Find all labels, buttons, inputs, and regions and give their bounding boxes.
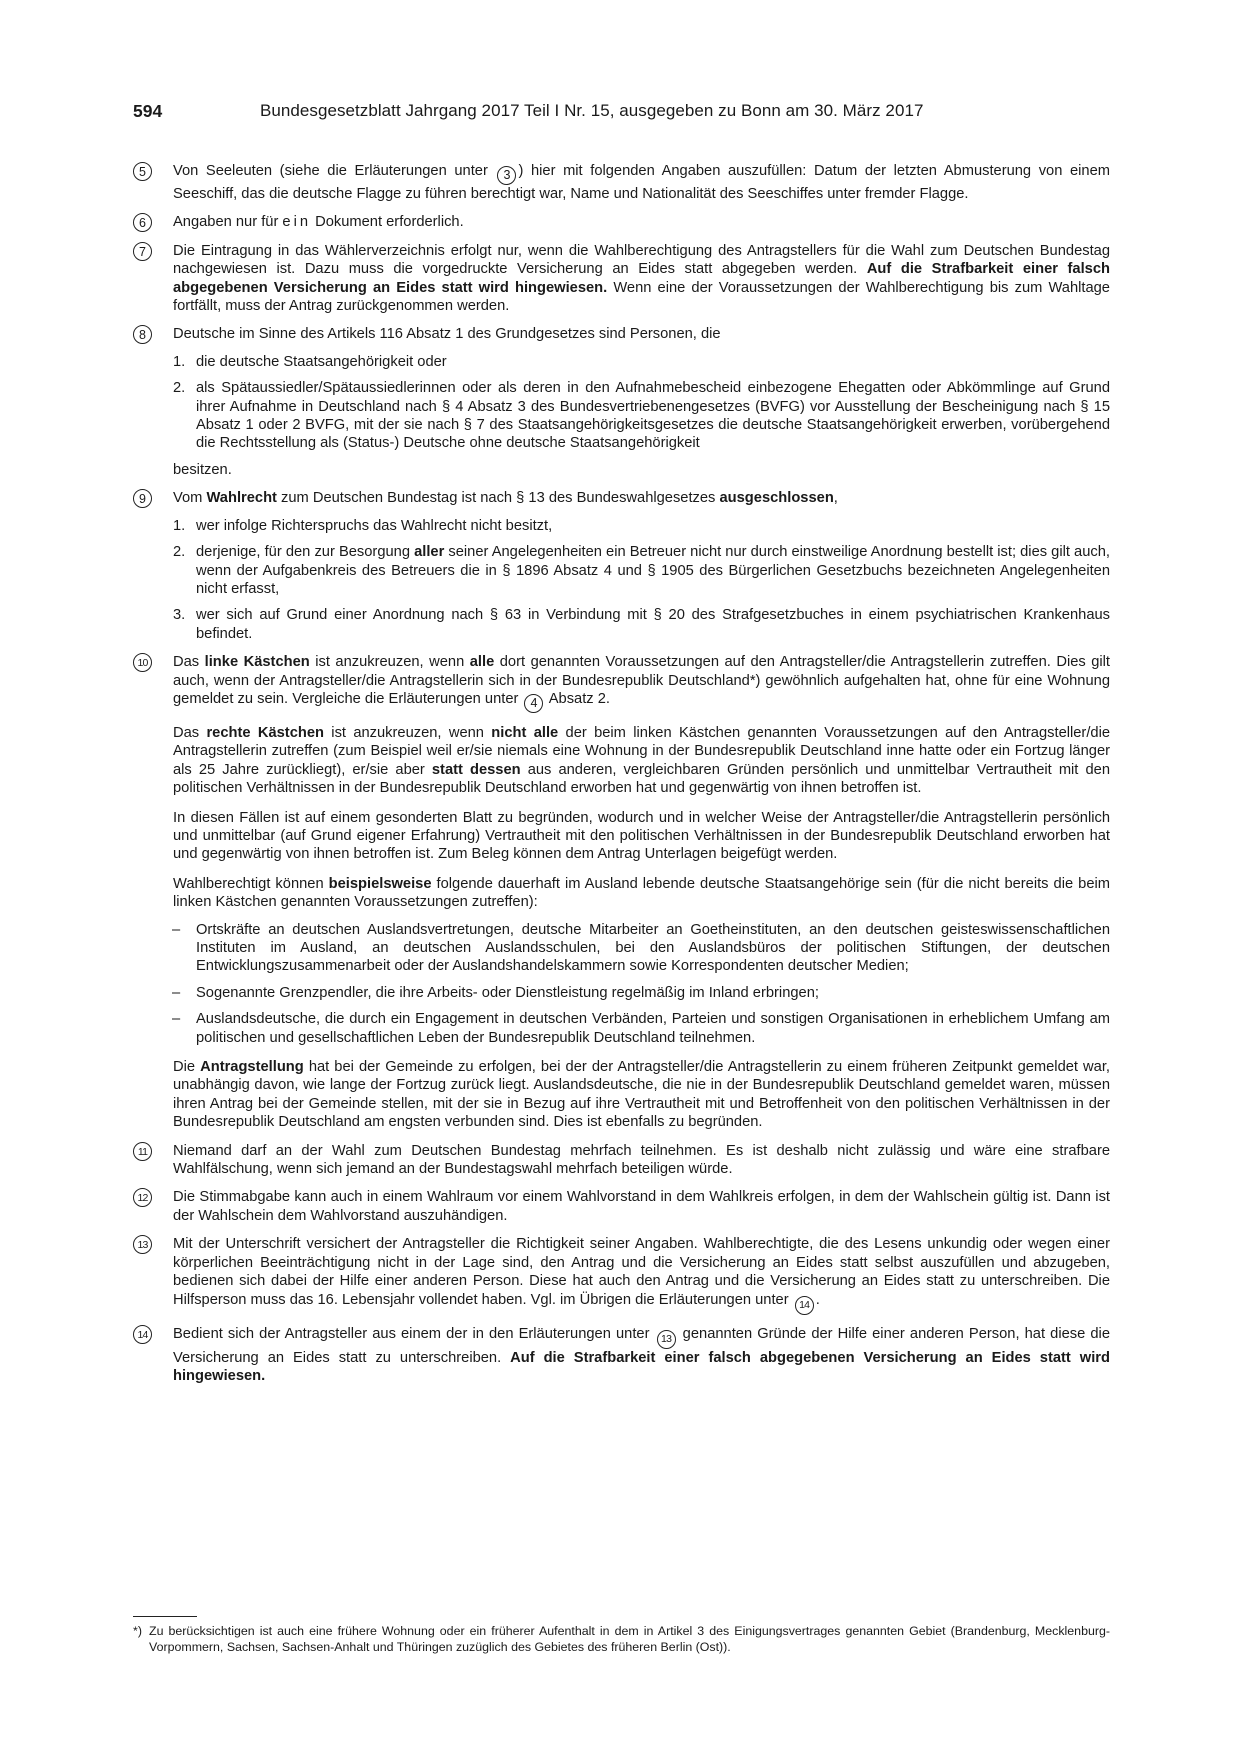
bold-term: statt dessen [431, 761, 521, 778]
header-title: Bundesgesetzblatt Jahrgang 2017 Teil I Nr. 15, ausgegeben zu Bonn am 30. März 2017 [260, 101, 924, 120]
list-item [173, 606, 1110, 643]
list-item-text: Sogenannte Grenzpendler, die ihre Arbeits- oder Dienstleistung regelmäßig im Inland erbringen; [196, 984, 819, 1001]
note-text: Wahlberechtigt können [173, 875, 329, 892]
note-text: Von Seeleuten (siehe die Erläuterungen unter [173, 163, 496, 179]
bold-term: linke Kästchen [204, 654, 310, 671]
page-header [133, 101, 1113, 125]
note-number-circle: 7 [133, 242, 152, 261]
note-text: Mit der Unterschrift versichert der Antragsteller die Richtigkeit seiner Angaben. Wahlberechtigte, die des Lesens unkundig oder wegen einer körperlichen Beeinträchtigung nicht in der Lage sind, den Antrag und die Versicherung an Eides statt selbst auszufüllen und abzugeben, bedienen sich dabei der Hilfe einer anderen Person. Diese hat auch den Antrag und die Versicherung an Eides statt zu unterschreiben. Die Hilfsperson muss das 16. Lebensjahr vollendet haben. Vgl. im Übrigen die Erläuterungen unter [173, 1236, 1110, 1308]
note-text: . [815, 1291, 820, 1308]
page-number: 594 [133, 101, 163, 121]
note-number-circle: 14 [133, 1325, 152, 1344]
list-item [173, 353, 1110, 371]
note-13 [133, 1235, 1110, 1314]
list-marker: 1. [173, 353, 186, 370]
dash-list-item [173, 1010, 1110, 1047]
list-marker: 1. [173, 517, 186, 534]
note-text: Die Stimmabgabe kann auch in einem Wahlraum vor einem Wahlvorstand in dem Wahlkreis erfolgen, in dem der Wahlschein gültig ist. Dann ist der Wahlschein dem Wahlvorstand auszuhändigen. [173, 1189, 1110, 1224]
note-text: Die Eintragung in das Wählerverzeichnis erfolgt nur, wenn die Wahlberechtigung des Antragstellers für die Wahl zum Deutschen Bundestag nachgewiesen ist. Dazu muss die vorgedruckte Versicherung an Eides statt abgegeben werden. [173, 242, 1110, 278]
list-marker: 2. [173, 380, 186, 397]
note-text: genannten Gründe der Hilfe einer anderen Person, hat diese die Versicherung an Eides statt zu unterschreiben. [173, 1325, 1110, 1366]
note-text: Das [173, 654, 205, 671]
bold-term: ausgeschlossen [719, 490, 834, 507]
note-14 [133, 1325, 1110, 1386]
bold-term: beispielsweise [328, 875, 432, 892]
note-10 [133, 653, 1110, 1132]
note-text: folgende dauerhaft im Ausland lebende deutsche Staatsangehörige sein (für die nicht bereits die beim linken Kästchen genannten Voraussetzungen zutreffen): [173, 875, 1110, 911]
list-item-text: die deutsche Staatsangehörigkeit oder [196, 353, 447, 370]
note-number-circle: 13 [133, 1235, 152, 1254]
note-intro: Deutsche im Sinne des Artikels 116 Absatz 1 des Grundgesetzes sind Personen, die [173, 326, 721, 343]
dash-marker: – [172, 1011, 181, 1028]
reference-circle: 4 [524, 694, 543, 713]
list-item-text: Ortskräfte an deutschen Auslandsvertretungen, deutsche Mitarbeiter an Goetheinstituten, an den deutschen geisteswissenschaftlichen Instituten im Ausland, an deutschen Auslandsschulen, bei den Auslandsbüros der politischen Stiftungen, der deutschen Entwicklungszusammenarbeit oder der Auslandshandelskammern sowie Korrespondenten deutscher Medien; [196, 921, 1110, 975]
list-item-text: als Spätaussiedler/Spätaussiedlerinnen oder als deren in den Aufnahmebescheid einbezogene Ehegatten oder Abkömmlinge auf Grund ihrer Aufnahme in Deutschland nach § 4 Absatz 3 des Bundesvertriebenengesetzes (BVFG) vor Ausstellung der Bescheinigung nach § 15 Absatz 1 oder 2 BVFG, mit der sie nach § 7 des Staatsangehörigkeitsgesetzes die deutsche Staatsangehörigkeit erwerben, vorübergehend die Rechtsstellung als (Status-) Deutsche ohne deutsche Staatsangehörigkeit [196, 380, 1110, 452]
explanations [133, 162, 1110, 1395]
note-text: Angaben nur für [173, 214, 283, 231]
dash-list-item [173, 921, 1110, 976]
footnote-text: Zu berücksichtigen ist auch eine frühere Wohnung oder ein früherer Aufenthalt in dem in Artikel 3 des Einigungsvertrages genannten Gebiet (Brandenburg, Mecklenburg-Vorpommern, Sachsen, Sachsen-Anhalt und Thüringen zuzüglich des Gebietes des früheren Berlin (Ost)). [149, 1624, 1110, 1654]
list-item-text: wer sich auf Grund einer Anordnung nach § 63 in Verbindung mit § 20 des Strafgesetzbuches in einem psychiatrischen Krankenhaus befindet. [196, 607, 1110, 642]
dash-marker: – [172, 921, 181, 938]
note-number-circle: 12 [133, 1188, 152, 1207]
paragraph [173, 875, 1110, 912]
note-text: dort genannten Voraussetzungen auf den Antragsteller/die Antragstellerin zutreffen. Dies gilt auch, wenn der Antragsteller/die Antragstellerin sich in der Bundesrepublik Deutschland*) gewöhnlich aufgehalten hat, ohne für eine Wohnung gemeldet zu sein. Vergleiche die Erläuterungen unter [173, 654, 1110, 707]
bold-term: Wahlrecht [206, 490, 277, 507]
list-item [173, 517, 1110, 535]
paragraph: In diesen Fällen ist auf einem gesonderten Blatt zu begründen, wodurch und in welcher Weise der Antragsteller/die Antragstellerin persönlich und unmittelbar (auf Grund eigener Erfahrung) Vertrautheit mit den politischen Verhältnissen in der Bundesrepublik Deutschland erworben hat und gegenwärtig von ihnen betroffen ist. Zum Beleg können dem Antrag Unterlagen beigefügt werden. [173, 809, 1110, 863]
note-text: hat bei der Gemeinde zu erfolgen, bei der der Antragsteller/die Antragstellerin zu einem früheren Zeitpunkt gemeldet war, unabhängig davon, wie lange der Fortzug zurück liegt. Auslandsdeutsche, die nie in der Bundesrepublik Deutschland gemeldet waren, müssen ihren Antrag bei der Gemeinde stellen, mit der sie in Bezug auf ihre Vertrautheit mit und Betroffenheit von den politischen Verhältnissen in der Bundesrepublik Deutschland am engsten verbunden sind. Dies ist ebenfalls zu begründen. [173, 1059, 1110, 1131]
note-number-circle: 11 [133, 1142, 152, 1161]
bold-warning: Auf die Strafbarkeit einer falsch abgegebenen Versicherung an Eides statt wird hingewiesen. [173, 261, 1110, 296]
note-11 [133, 1142, 1110, 1179]
note-text: Bedient sich der Antragsteller aus einem der in den Erläuterungen unter [173, 1325, 655, 1342]
bold-term: rechte Kästchen [206, 724, 324, 741]
note-number-circle: 10 [133, 653, 152, 672]
list-item-text: Auslandsdeutsche, die durch ein Engagement in deutschen Verbänden, Parteien und sonstigen Organisationen in erheblichem Umfang am politischen und gesellschaftlichen Leben der Bundesrepublik Deutschland teilnehmen. [196, 1011, 1110, 1046]
footnote-marker: *) [133, 1624, 142, 1638]
note-text: Wenn eine der Voraussetzungen der Wahlberechtigung bis zum Wahltage fortfällt, muss der Antrag zurückgenommen werden. [173, 279, 1110, 315]
list-marker: 3. [173, 607, 186, 624]
note-text: ist anzukreuzen, wenn [323, 724, 492, 741]
note-number-circle: 5 [133, 162, 152, 181]
list-item-text: derjenige, für den zur Besorgung [196, 544, 415, 561]
note-intro [173, 489, 1110, 507]
bold-warning: Auf die Strafbarkeit einer falsch abgegebenen Versicherung an Eides statt wird hingewiesen. [173, 1349, 1110, 1384]
spaced-text: ein [282, 214, 312, 231]
dash-marker: – [172, 984, 181, 1001]
note-text: Vom [173, 490, 207, 507]
list-item-text: seiner Angelegenheiten ein Betreuer nicht nur durch einstweilige Anordnung bestellt ist; dies gilt auch, wenn der Aufgabenkreis des Betreuers die in § 1896 Absatz 4 und § 1905 des Bürgerlichen Gesetzbuchs bezeichneten Angelegenheiten nicht erfasst, [196, 544, 1110, 597]
note-text: Die [173, 1059, 201, 1076]
note-text: Niemand darf an der Wahl zum Deutschen Bundestag mehrfach teilnehmen. Es ist deshalb nicht zulässig und wäre eine strafbare Wahlfälschung, wenn sich jemand an der Bundestagswahl mehrfach beteiligen würde. [173, 1142, 1110, 1178]
bold-term: Antragstellung [200, 1059, 304, 1076]
note-text: Absatz 2. [545, 690, 610, 707]
note-number-circle: 8 [133, 325, 152, 344]
list-item [173, 379, 1110, 453]
note-7 [133, 242, 1110, 316]
note-text: aus anderen, vergleichbaren Gründen persönlich und unmittelbar Vertrautheit mit den politischen Verhältnissen in der Bundesrepublik Deutschland erworben hat und gegenwärtig von ihnen betroffen ist. [173, 761, 1110, 797]
note-number-circle: 6 [133, 213, 152, 232]
note-12 [133, 1188, 1110, 1225]
bold-term: nicht alle [491, 724, 559, 741]
note-text: , [833, 490, 838, 507]
note-text: Dokument erforderlich. [311, 214, 464, 231]
footnote [133, 1624, 1110, 1655]
dash-list-item [173, 984, 1110, 1002]
list-marker: 2. [173, 544, 186, 561]
note-number-circle: 9 [133, 489, 152, 508]
list-item-text: wer infolge Richterspruchs das Wahlrecht nicht besitzt, [196, 517, 553, 534]
note-text: ) hier mit folgenden Angaben auszufüllen: Datum der letzten Abmusterung von einem Seeschiff, das die deutsche Flagge zu führen berechtigt war, Name und Nationalität des Seeschiffes unter fremder Flagge. [173, 163, 1110, 202]
note-text: der beim linken Kästchen genannten Voraussetzungen auf den Antragsteller/die Antragstellerin zutreffen (zum Beispiel weil er/sie niemals eine Wohnung in der Bundesrepublik Deutschland inne hatte oder ein Fortzug länger als 25 Jahre zurückliegt), er/sie aber [173, 724, 1110, 778]
reference-circle: 14 [795, 1296, 814, 1315]
note-text: ist anzukreuzen, wenn [309, 654, 470, 671]
bold-term: aller [414, 544, 445, 561]
reference-circle: 3 [497, 166, 516, 185]
note-6 [133, 213, 1110, 231]
paragraph [173, 653, 1110, 713]
bold-term: alle [469, 654, 495, 671]
footnote-divider [133, 1616, 197, 1617]
list-item [173, 543, 1110, 598]
note-text: zum Deutschen Bundestag ist nach § 13 des Bundeswahlgesetzes [276, 490, 720, 507]
note-outro: besitzen. [173, 461, 232, 478]
note-9 [133, 489, 1110, 643]
note-text: Das [173, 724, 207, 741]
note-5 [133, 162, 1110, 203]
note-8 [133, 325, 1110, 479]
reference-circle: 13 [657, 1330, 676, 1349]
paragraph [173, 724, 1110, 798]
paragraph [173, 1058, 1110, 1132]
